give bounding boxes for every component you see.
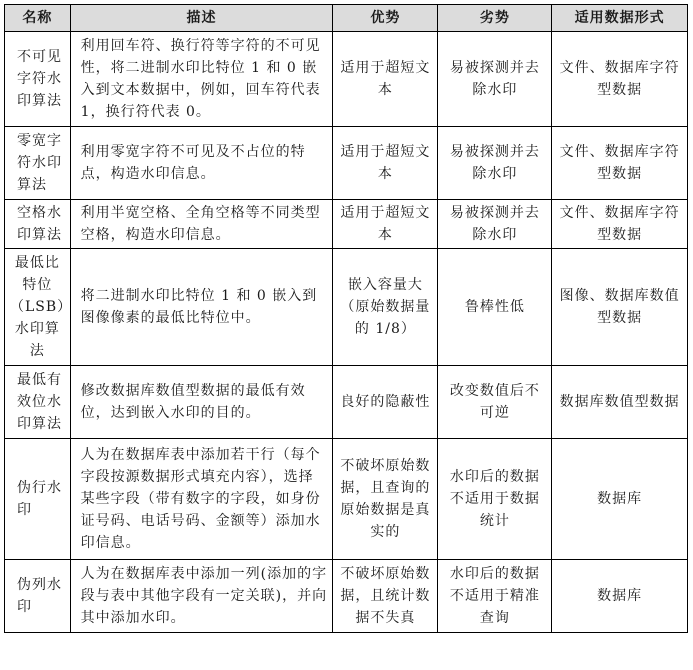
cell-disadvantage: 易被探测并去除水印 (438, 32, 552, 127)
cell-advantage: 适用于超短文本 (333, 127, 438, 200)
header-row (5, 5, 688, 32)
cell-data-form: 文件、数据库字符型数据 (552, 32, 688, 127)
cell-advantage: 良好的隐蔽性 (333, 366, 438, 439)
cell-name: 伪列水印 (5, 560, 71, 633)
cell-advantage: 适用于超短文本 (333, 32, 438, 127)
table-row (5, 127, 688, 200)
header-data-form: 适用数据形式 (552, 5, 688, 32)
header-advantage: 优势 (333, 5, 438, 32)
header-description: 描述 (70, 5, 333, 32)
cell-advantage: 不破坏原始数据，且统计数据不失真 (333, 560, 438, 633)
cell-name: 不可见字符水印算法 (5, 32, 71, 127)
header-name: 名称 (5, 5, 71, 32)
cell-description: 人为在数据库表中添加一列(添加的字段与表中其他字段有一定关联)，并向其中添加水印。 (70, 560, 333, 633)
cell-data-form: 文件、数据库字符型数据 (552, 127, 688, 200)
cell-data-form: 数据库数值型数据 (552, 366, 688, 439)
cell-disadvantage: 易被探测并去除水印 (438, 127, 552, 200)
cell-disadvantage: 易被探测并去除水印 (438, 200, 552, 249)
cell-data-form: 数据库 (552, 560, 688, 633)
cell-name: 最低有效位水印算法 (5, 366, 71, 439)
cell-description: 人为在数据库表中添加若干行（每个字段按源数据形式填充内容），选择某些字段（带有数字的字段，如身份证号码、电话号码、金额等）添加水印信息。 (70, 439, 333, 560)
cell-disadvantage: 鲁棒性低 (438, 249, 552, 366)
cell-disadvantage: 水印后的数据不适用于精准查询 (438, 560, 552, 633)
cell-disadvantage: 水印后的数据不适用于数据统计 (438, 439, 552, 560)
cell-description: 利用回车符、换行符等字符的不可见性，将二进制水印比特位 1 和 0 嵌入到文本数据中，例如，回车符代表 1，换行符代表 0。 (70, 32, 333, 127)
cell-advantage: 不破坏原始数据，且查询的原始数据是真实的 (333, 439, 438, 560)
cell-advantage: 嵌入容量大（原始数据量的 1/8） (333, 249, 438, 366)
table-row (5, 32, 688, 127)
table-row (5, 560, 688, 633)
table-row (5, 249, 688, 366)
cell-description: 将二进制水印比特位 1 和 0 嵌入到图像像素的最低比特位中。 (70, 249, 333, 366)
table-row (5, 200, 688, 249)
cell-data-form: 图像、数据库数值型数据 (552, 249, 688, 366)
cell-name: 零宽字符水印算法 (5, 127, 71, 200)
cell-name: 伪行水印 (5, 439, 71, 560)
cell-name: 最低比特位（LSB）水印算法 (5, 249, 71, 366)
table-wrapper (4, 4, 688, 633)
table-row (5, 439, 688, 560)
cell-name: 空格水印算法 (5, 200, 71, 249)
cell-disadvantage: 改变数值后不可逆 (438, 366, 552, 439)
watermark-algorithm-table (4, 4, 688, 633)
cell-data-form: 文件、数据库字符型数据 (552, 200, 688, 249)
cell-description: 利用半宽空格、全角空格等不同类型空格，构造水印信息。 (70, 200, 333, 249)
table-row (5, 366, 688, 439)
cell-advantage: 适用于超短文本 (333, 200, 438, 249)
cell-data-form: 数据库 (552, 439, 688, 560)
cell-description: 利用零宽字符不可见及不占位的特点，构造水印信息。 (70, 127, 333, 200)
cell-description: 修改数据库数值型数据的最低有效位，达到嵌入水印的目的。 (70, 366, 333, 439)
header-disadvantage: 劣势 (438, 5, 552, 32)
